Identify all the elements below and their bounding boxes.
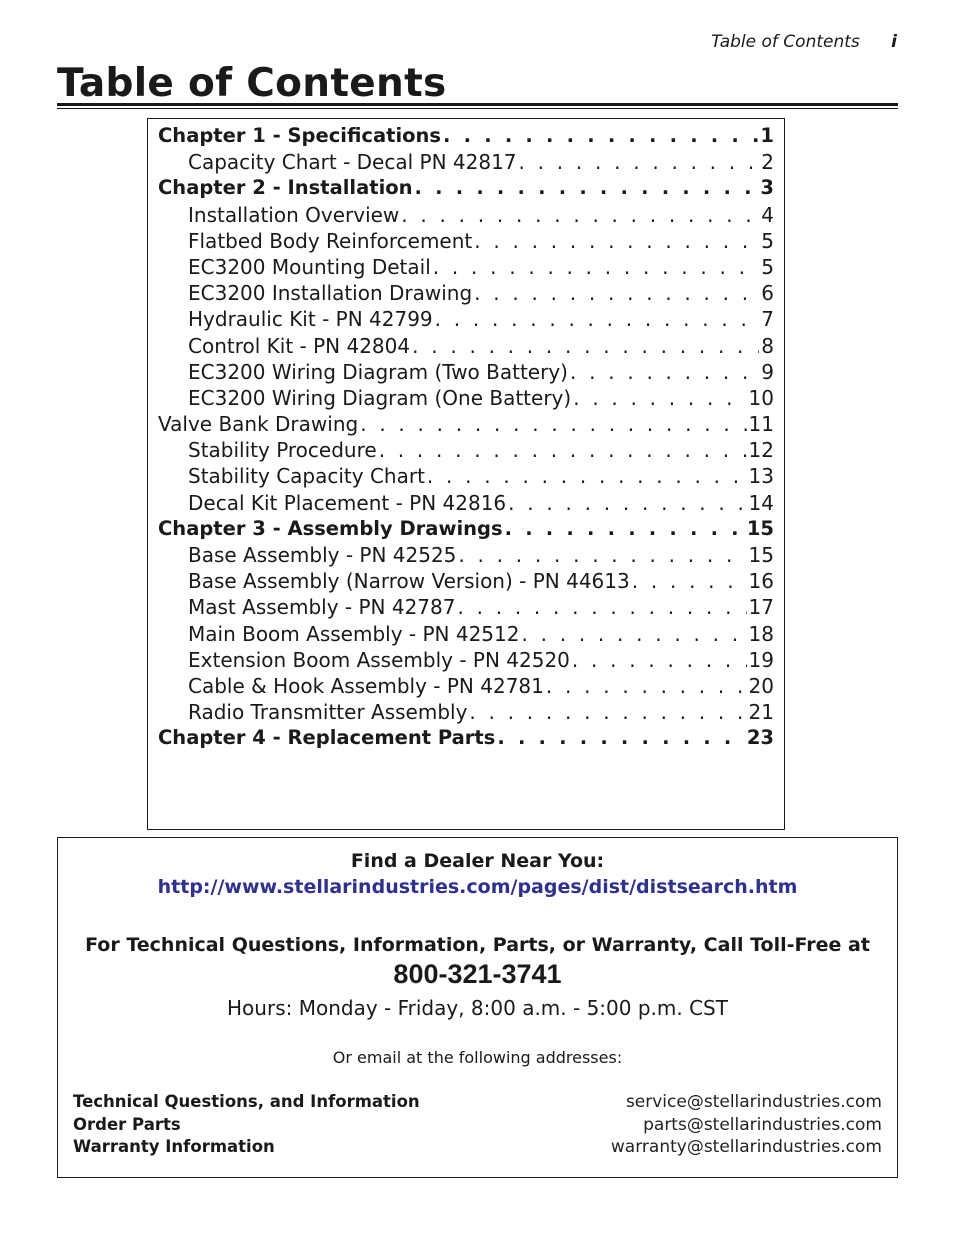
toc-entry[interactable] [158, 334, 774, 360]
toc-entry-page: 18 [748, 621, 774, 646]
dot-leader [474, 229, 759, 253]
dot-leader [474, 281, 759, 305]
toc-entry[interactable] [158, 124, 774, 150]
toc-entry-page: 7 [761, 307, 774, 332]
toc-entry-title: Mast Assembly - PN 42787 [188, 595, 456, 620]
dot-leader [505, 517, 745, 540]
toc-entry-page: 14 [748, 490, 774, 515]
toc-entry[interactable] [158, 386, 774, 412]
title-rule [57, 103, 898, 109]
toc-entry[interactable] [158, 176, 774, 202]
toc-entry-title: Extension Boom Assembly - PN 42520 [188, 647, 570, 672]
toc-entry-title: Capacity Chart - Decal PN 42817 [188, 150, 517, 175]
toc-entry-title: Base Assembly - PN 42525 [188, 543, 457, 567]
toc-entry-title: Chapter 1 - Specifications [158, 124, 442, 147]
dot-leader [412, 334, 759, 358]
email-label: Order Parts [73, 1114, 181, 1134]
toc-entry[interactable] [158, 700, 774, 726]
toc-entry-title: Base Assembly (Narrow Version) - PN 44613 [188, 569, 630, 594]
toc-entry-title: Installation Overview [188, 202, 400, 227]
dot-leader [457, 595, 746, 619]
toc-entry-title: EC3200 Mounting Detail [188, 254, 431, 279]
running-header [711, 32, 897, 52]
toc-entry-page: 15 [748, 543, 774, 567]
toc-entry-page: 2 [761, 150, 774, 175]
toc-entry-page: 23 [746, 726, 774, 750]
toll-free-phone: 800-321-3741 [393, 959, 562, 989]
dot-leader [401, 203, 759, 227]
dot-leader [521, 622, 746, 646]
toc-entry[interactable] [158, 622, 774, 648]
toc-entry[interactable] [158, 491, 774, 517]
toc-entry-title: Stability Capacity Chart [188, 464, 425, 489]
dot-leader [435, 307, 760, 331]
toc-entry[interactable] [158, 150, 774, 176]
dot-leader [508, 491, 746, 515]
toc-entry[interactable] [158, 229, 774, 255]
toc-entry-title: Chapter 4 - Replacement Parts [158, 726, 496, 750]
toc-entry-page: 1 [760, 124, 774, 147]
toc-entry-title: Chapter 2 - Installation [158, 176, 413, 200]
support-hours: Hours: Monday - Friday, 8:00 a.m. - 5:00 p.m. CST [227, 996, 728, 1020]
running-header-section: Table of Contents [711, 32, 860, 52]
toc-entry[interactable] [158, 281, 774, 307]
toc-entry-title: Control Kit - PN 42804 [188, 333, 411, 358]
toc-entry-page: 16 [748, 569, 774, 594]
email-row [73, 1092, 882, 1115]
toc-entry[interactable] [158, 543, 774, 569]
toc-entry-title: Stability Procedure [188, 438, 377, 463]
email-row [73, 1137, 882, 1160]
toc-box [147, 118, 785, 830]
dot-leader [433, 255, 760, 279]
toc-entry-page: 4 [761, 202, 774, 227]
toc-entry-page: 15 [746, 516, 774, 540]
dot-leader [469, 700, 746, 724]
email-intro: Or email at the following addresses: [332, 1048, 623, 1067]
toc-entry[interactable] [158, 412, 774, 438]
dot-leader [427, 464, 747, 488]
toc-entry[interactable] [158, 569, 774, 595]
dealer-heading: Find a Dealer Near You: [350, 850, 605, 872]
toc-entry-page: 8 [761, 333, 774, 358]
toc-entry-page: 10 [748, 385, 774, 410]
toc-entry-title: Chapter 3 - Assembly Drawings [158, 516, 503, 540]
toc-entry[interactable] [158, 203, 774, 229]
toc-entry[interactable] [158, 517, 774, 543]
email-label: Warranty Information [73, 1137, 275, 1156]
toc-entry-page: 5 [761, 254, 774, 279]
toc-entry-title: Valve Bank Drawing [158, 412, 359, 437]
email-address[interactable]: warranty@stellarindustries.com [610, 1137, 882, 1157]
toc-entry-title: Flatbed Body Reinforcement [188, 228, 473, 253]
toc-entry[interactable] [158, 726, 774, 752]
page-title: Table of Contents [57, 61, 447, 106]
toc-entry-page: 17 [748, 595, 774, 620]
toc-entry[interactable] [158, 360, 774, 386]
dot-leader [415, 176, 759, 199]
toc-entry[interactable] [158, 464, 774, 490]
toc-entry[interactable] [158, 648, 774, 674]
contact-box [57, 837, 898, 1178]
toc-entry-title: Main Boom Assembly - PN 42512 [188, 621, 520, 646]
dot-leader [443, 124, 758, 147]
dot-leader [519, 150, 760, 174]
toc-entry-title: EC3200 Wiring Diagram (Two Battery) [188, 359, 568, 384]
dot-leader [572, 648, 747, 672]
email-row [73, 1115, 882, 1138]
toc-entry-title: EC3200 Wiring Diagram (One Battery) [188, 385, 572, 410]
toc-entry[interactable] [158, 438, 774, 464]
toc-entry-title: Hydraulic Kit - PN 42799 [188, 307, 433, 332]
toc-entry-page: 5 [761, 228, 774, 253]
toc-entry-page: 12 [748, 438, 774, 463]
email-table [73, 1092, 882, 1160]
toc-entry[interactable] [158, 674, 774, 700]
toc-entry-title: Decal Kit Placement - PN 42816 [188, 490, 507, 515]
dot-leader [360, 412, 746, 436]
toc-entry-page: 11 [748, 412, 774, 437]
toc-list [158, 124, 774, 753]
toc-entry-page: 20 [748, 673, 774, 698]
toc-entry-page: 6 [761, 281, 774, 306]
dot-leader [632, 569, 747, 593]
page-number: i [891, 32, 897, 52]
toc-entry[interactable] [158, 595, 774, 621]
dealer-search-link[interactable]: http://www.stellarindustries.com/pages/dist/distsearch.htm [157, 876, 798, 898]
toc-entry-page: 19 [748, 647, 774, 672]
toc-entry[interactable] [158, 307, 774, 333]
dot-leader [379, 438, 747, 462]
dot-leader [458, 543, 746, 567]
email-label: Technical Questions, and Information [73, 1092, 420, 1111]
toc-entry-title: Cable & Hook Assembly - PN 42781 [188, 673, 544, 698]
email-address[interactable]: parts@stellarindustries.com [643, 1114, 882, 1135]
toc-entry-title: EC3200 Installation Drawing [188, 281, 473, 306]
toc-entry-page: 13 [748, 464, 774, 489]
toc-entry-page: 9 [761, 359, 774, 384]
toc-entry-page: 21 [748, 700, 774, 725]
email-address[interactable]: service@stellarindustries.com [625, 1092, 882, 1112]
toc-entry[interactable] [158, 255, 774, 281]
dot-leader [573, 386, 746, 410]
dot-leader [570, 360, 759, 384]
dot-leader [497, 726, 745, 749]
toc-entry-page: 3 [760, 176, 774, 200]
dot-leader [546, 674, 747, 698]
tech-support-heading: For Technical Questions, Information, Parts, or Warranty, Call Toll-Free at [85, 934, 870, 956]
toc-entry-title: Radio Transmitter Assembly [188, 700, 468, 725]
